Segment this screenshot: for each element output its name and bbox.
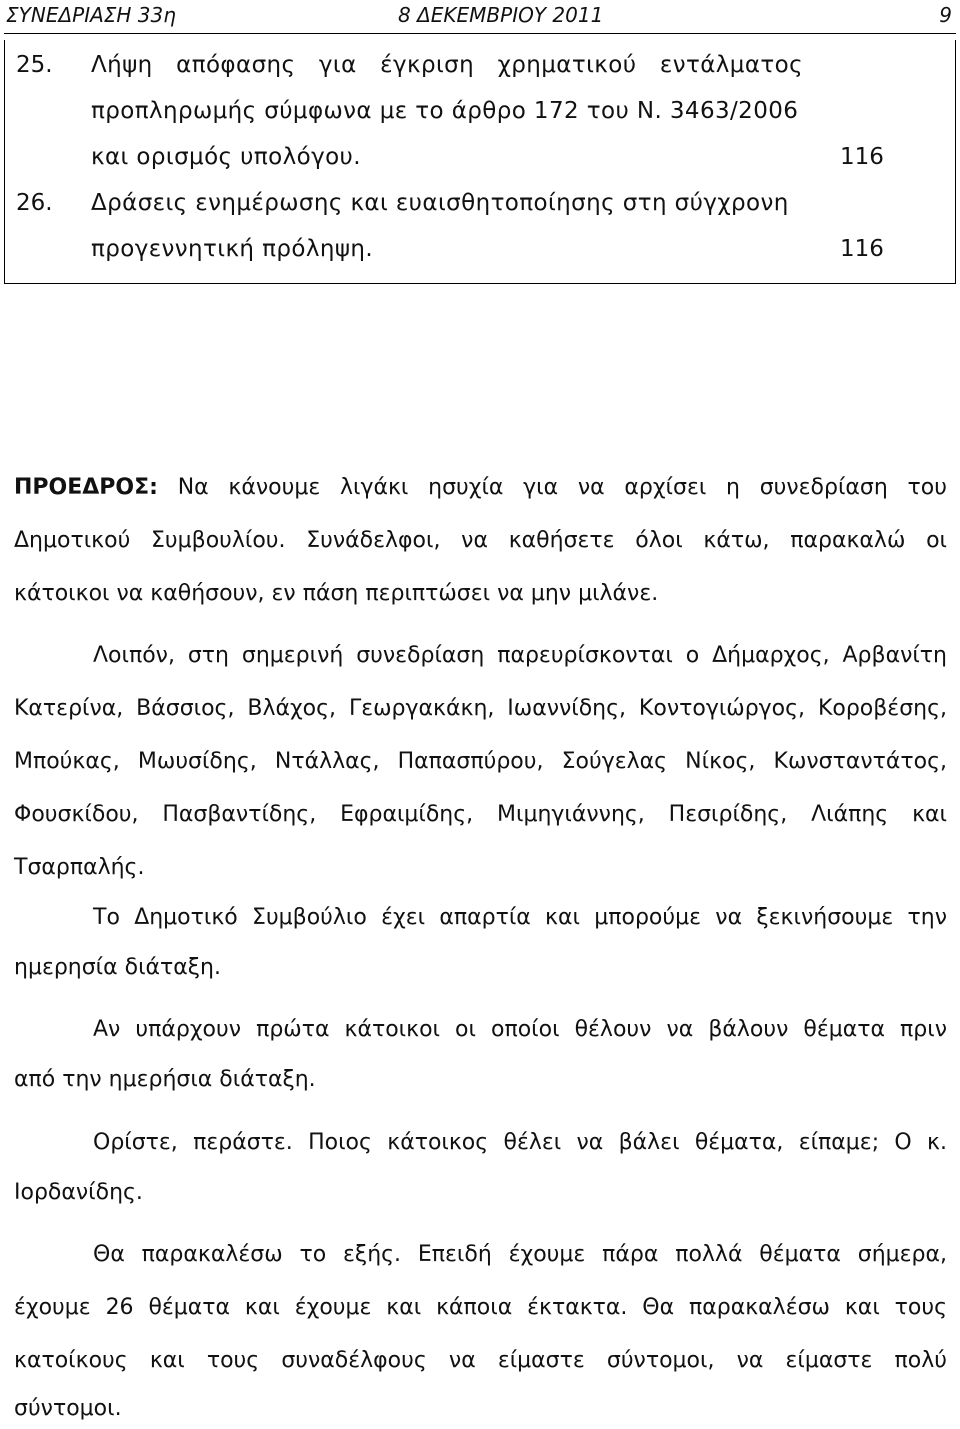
agenda-item-text: προπληρωμής σύμφωνα με το άρθρο 172 του Ν. 3463/2006 [91, 98, 799, 124]
transcript-line: Λοιπόν, στη σημερινή συνεδρίαση παρευρίσκονται ο Δήμαρχος, Αρβανίτη [93, 643, 947, 668]
transcript-line: Φουσκίδου, Πασβαντίδης, Εφραιμίδης, Μιμηγιάννης, Πεσιρίδης, Λιάπης και [14, 802, 947, 827]
transcript-line: Αν υπάρχουν πρώτα κάτοικοι οι οποίοι θέλουν να βάλουν θέματα πριν [93, 1017, 947, 1042]
agenda-item-text: Λήψη απόφασης για έγκριση χρηματικού εντάλματος [91, 52, 803, 78]
page-number: 9 [939, 3, 952, 27]
agenda-item-text: προγεννητική πρόληψη. [91, 236, 374, 262]
transcript-line: κατοίκους και τους συναδέλφους να είμαστε σύντομοι, να είμαστε πολύ [14, 1348, 947, 1373]
speaker-label: ΠΡΟΕΔΡΟΣ: [14, 475, 158, 500]
transcript-line: Μπούκας, Μωυσίδης, Ντάλλας, Παπασπύρου, Σούγελας Νίκος, Κωνσταντάτος, [14, 749, 947, 774]
transcript-line: ΠΡΟΕΔΡΟΣ: Να κάνουμε λιγάκι ησυχία για να αρχίσει η συνεδρίαση του [14, 475, 947, 500]
header-divider [4, 33, 956, 34]
session-date: 8 ΔΕΚΕΜΒΡΙΟΥ 2011 [398, 3, 604, 27]
transcript-line: Ορίστε, περάστε. Ποιος κάτοικος θέλει να βάλει θέματα, είπαμε; Ο κ. [93, 1130, 947, 1155]
agenda-item-number: 26. [16, 190, 53, 216]
agenda-item-page: 116 [840, 236, 884, 262]
transcript-line: Το Δημοτικό Συμβούλιο έχει απαρτία και μπορούμε να ξεκινήσουμε την [93, 905, 947, 930]
transcript-line: Θα παρακαλέσω το εξής. Επειδή έχουμε πάρα πολλά θέματα σήμερα, [93, 1242, 947, 1267]
transcript-line: σύντομοι. [14, 1396, 122, 1421]
transcript-line: Ιορδανίδης. [14, 1180, 143, 1205]
transcript-line: Τσαρπαλής. [14, 855, 145, 880]
transcript-line: κάτοικοι να καθήσουν, εν πάση περιπτώσει να μην μιλάνε. [14, 581, 659, 606]
agenda-item-text: Δράσεις ενημέρωσης και ευαισθητοποίησης στη σύγχρονη [91, 190, 789, 216]
transcript-line: από την ημερήσια διάταξη. [14, 1067, 316, 1092]
agenda-item-text: και ορισμός υπολόγου. [91, 144, 361, 170]
transcript-line: ημερησία διάταξη. [14, 955, 221, 980]
agenda-table [4, 40, 956, 284]
page-header [0, 0, 960, 40]
transcript-line: Κατερίνα, Βάσσιος, Βλάχος, Γεωργακάκη, Ιωαννίδης, Κοντογιώργος, Κοροβέσης, [14, 696, 947, 721]
agenda-item-number: 25. [16, 52, 53, 78]
agenda-item-page: 116 [840, 144, 884, 170]
transcript-line: Δημοτικού Συμβουλίου. Συνάδελφοι, να καθήσετε όλοι κάτω, παρακαλώ οι [14, 528, 947, 553]
transcript-line: έχουμε 26 θέματα και έχουμε και κάποια έκτακτα. Θα παρακαλέσω και τους [14, 1295, 947, 1320]
session-label: ΣΥΝΕΔΡΙΑΣΗ 33η [6, 3, 176, 27]
